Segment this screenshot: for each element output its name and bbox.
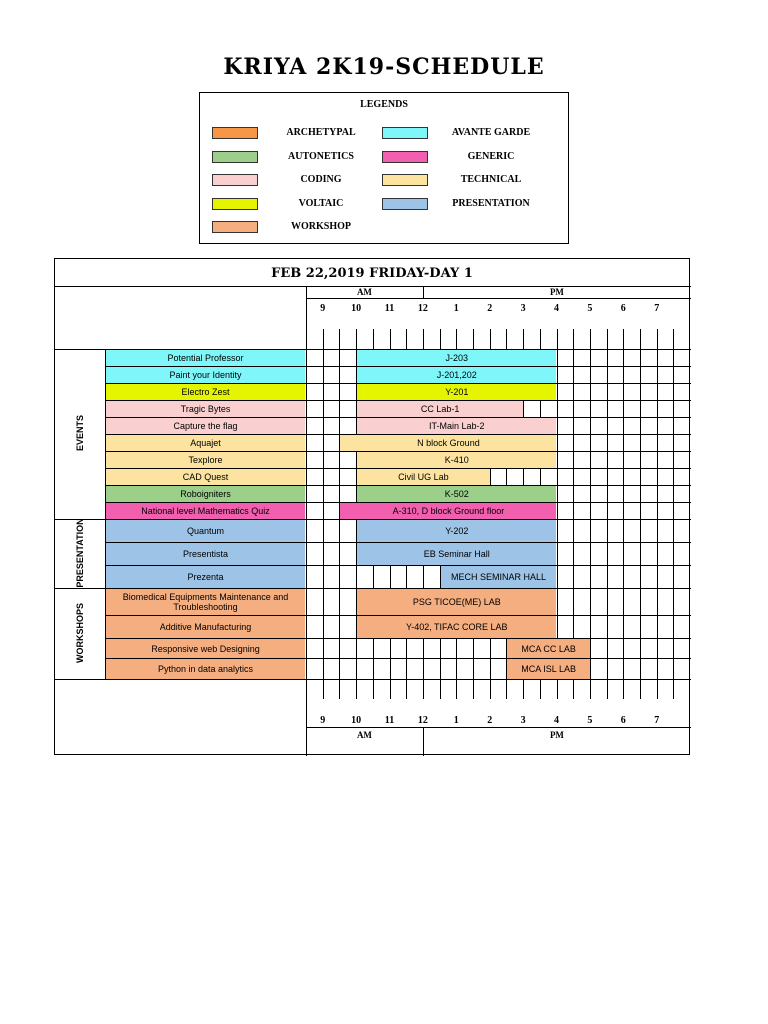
event-name: Aquajet bbox=[106, 435, 305, 451]
legend-label: PRESENTATION bbox=[452, 197, 530, 209]
hour-tick bbox=[390, 329, 391, 349]
am-label: AM bbox=[356, 730, 372, 740]
hour-tick bbox=[590, 329, 591, 349]
grid-line bbox=[573, 349, 574, 679]
category-label: EVENTS bbox=[75, 415, 85, 452]
grid-line bbox=[306, 298, 691, 299]
hour-tick bbox=[623, 329, 624, 349]
event-name: National level Mathematics Quiz bbox=[106, 503, 305, 519]
hour-label: 12 bbox=[417, 715, 428, 726]
hour-tick bbox=[557, 329, 558, 349]
hour-label: 2 bbox=[487, 303, 493, 314]
hour-label: 11 bbox=[384, 715, 395, 726]
hour-tick bbox=[657, 679, 658, 699]
hour-tick bbox=[590, 679, 591, 699]
hour-label: 6 bbox=[620, 715, 626, 726]
event-time-bar: IT-Main Lab-2 bbox=[357, 418, 556, 434]
document-title: KRIYA 2K19-SCHEDULE bbox=[223, 54, 545, 80]
event-time-bar: MECH SEMINAR HALL bbox=[441, 566, 557, 588]
event-time-bar: K-410 bbox=[357, 452, 556, 468]
event-time-bar: Y-402, TIFAC CORE LAB bbox=[357, 616, 556, 638]
hour-tick bbox=[490, 329, 491, 349]
event-time-bar: MCA ISL LAB bbox=[507, 659, 590, 679]
hour-tick bbox=[640, 679, 641, 699]
event-time-bar: Y-202 bbox=[357, 520, 556, 542]
category-label: PRESENTATION bbox=[75, 517, 85, 588]
hour-label: 3 bbox=[520, 303, 526, 314]
hour-label: 4 bbox=[554, 303, 559, 314]
schedule-table bbox=[54, 258, 690, 755]
hour-tick bbox=[557, 679, 558, 699]
legend-label: WORKSHOP bbox=[290, 221, 351, 232]
event-name: Capture the flag bbox=[106, 418, 305, 434]
legend-heading: LEGENDS bbox=[360, 99, 408, 110]
hour-tick bbox=[573, 329, 574, 349]
event-name: Additive Manufacturing bbox=[106, 616, 305, 638]
hour-label: 7 bbox=[654, 303, 660, 314]
hour-tick bbox=[523, 329, 524, 349]
hour-tick bbox=[506, 679, 507, 699]
hour-label: 1 bbox=[453, 303, 459, 314]
event-time-bar: K-502 bbox=[357, 486, 556, 502]
event-time-bar: MCA CC LAB bbox=[507, 639, 590, 658]
hour-tick bbox=[356, 329, 357, 349]
hour-label: 9 bbox=[320, 303, 326, 314]
hour-label: 6 bbox=[620, 303, 626, 314]
hour-label: 2 bbox=[487, 715, 493, 726]
grid-line bbox=[557, 349, 558, 679]
event-name: Potential Professor bbox=[106, 350, 305, 366]
legend-label: GENERIC bbox=[467, 150, 515, 162]
hour-tick bbox=[456, 679, 457, 699]
grid-line bbox=[623, 349, 624, 679]
event-time-bar: CC Lab-1 bbox=[357, 401, 523, 417]
event-name: Quantum bbox=[106, 520, 305, 542]
hour-tick bbox=[540, 679, 541, 699]
hour-tick bbox=[406, 679, 407, 699]
hour-tick bbox=[323, 679, 324, 699]
grid-line bbox=[657, 349, 658, 679]
category-label: WORKSHOPS bbox=[75, 602, 85, 663]
event-name: Prezenta bbox=[106, 566, 305, 588]
am-label: AM bbox=[356, 287, 372, 297]
event-name: Electro Zest bbox=[106, 384, 305, 400]
event-name: Python in data analytics bbox=[106, 659, 305, 679]
hour-tick bbox=[339, 679, 340, 699]
event-time-bar: N block Ground bbox=[340, 435, 556, 451]
legend-label: TECHNICAL bbox=[460, 174, 522, 185]
hour-label: 1 bbox=[453, 715, 459, 726]
grid-line bbox=[673, 349, 674, 679]
hour-tick bbox=[540, 329, 541, 349]
legend-label: ARCHETYPAL bbox=[286, 127, 356, 138]
grid-line bbox=[306, 286, 307, 756]
event-time-bar: A-310, D block Ground floor bbox=[340, 503, 556, 519]
hour-tick bbox=[456, 329, 457, 349]
event-name: Responsive web Designing bbox=[106, 639, 305, 658]
event-name: Roboigniters bbox=[106, 486, 305, 502]
hour-label: 10 bbox=[351, 715, 362, 726]
hour-tick bbox=[423, 329, 424, 349]
hour-label: 9 bbox=[320, 715, 326, 726]
event-time-bar: Civil UG Lab bbox=[357, 469, 490, 485]
event-time-bar: Y-201 bbox=[357, 384, 556, 400]
event-time-bar: PSG TICOE(ME) LAB bbox=[357, 589, 556, 615]
hour-tick bbox=[390, 679, 391, 699]
hour-tick bbox=[356, 679, 357, 699]
hour-tick bbox=[673, 329, 674, 349]
hour-label: 4 bbox=[554, 715, 559, 726]
hour-tick bbox=[607, 329, 608, 349]
hour-tick bbox=[423, 679, 424, 699]
hour-tick bbox=[440, 329, 441, 349]
day-title: FEB 22,2019 FRIDAY-DAY 1 bbox=[271, 266, 473, 281]
grid-line bbox=[105, 349, 106, 679]
legend-label: AVANTE GARDE bbox=[451, 127, 531, 138]
hour-tick bbox=[440, 679, 441, 699]
hour-tick bbox=[573, 679, 574, 699]
grid-line bbox=[306, 727, 691, 728]
event-time-bar: EB Seminar Hall bbox=[357, 543, 556, 565]
event-name: Presentista bbox=[106, 543, 305, 565]
legend-label: AUTONETICS bbox=[288, 150, 354, 162]
event-time-bar: J-203 bbox=[357, 350, 556, 366]
pm-label: PM bbox=[549, 730, 564, 740]
hour-tick bbox=[473, 329, 474, 349]
hour-tick bbox=[640, 329, 641, 349]
hour-tick bbox=[323, 329, 324, 349]
grid-line bbox=[590, 349, 591, 679]
hour-tick bbox=[339, 329, 340, 349]
hour-label: 5 bbox=[587, 303, 593, 314]
hour-tick bbox=[373, 329, 374, 349]
grid-line bbox=[607, 349, 608, 679]
hour-tick bbox=[607, 679, 608, 699]
hour-tick bbox=[406, 329, 407, 349]
hour-label: 11 bbox=[384, 303, 395, 314]
event-name: Biomedical Equipments Maintenance and Troubleshooting bbox=[106, 589, 305, 615]
event-name: CAD Quest bbox=[106, 469, 305, 485]
hour-tick bbox=[373, 679, 374, 699]
hour-label: 7 bbox=[654, 715, 660, 726]
event-time-bar: J-201,202 bbox=[357, 367, 556, 383]
hour-tick bbox=[506, 329, 507, 349]
legend-label: CODING bbox=[300, 174, 342, 185]
hour-tick bbox=[623, 679, 624, 699]
grid-line bbox=[640, 349, 641, 679]
hour-tick bbox=[523, 679, 524, 699]
event-name: Paint your Identity bbox=[106, 367, 305, 383]
hour-tick bbox=[657, 329, 658, 349]
pm-label: PM bbox=[549, 287, 564, 297]
hour-label: 12 bbox=[417, 303, 428, 314]
hour-tick bbox=[673, 679, 674, 699]
hour-label: 5 bbox=[587, 715, 593, 726]
grid-line bbox=[323, 349, 324, 679]
legend-label: VOLTAIC bbox=[298, 197, 344, 209]
event-name: Texplore bbox=[106, 452, 305, 468]
hour-label: 3 bbox=[520, 715, 526, 726]
hour-label: 10 bbox=[351, 303, 362, 314]
hour-tick bbox=[490, 679, 491, 699]
legend-box bbox=[199, 92, 569, 244]
hour-tick bbox=[473, 679, 474, 699]
event-name: Tragic Bytes bbox=[106, 401, 305, 417]
